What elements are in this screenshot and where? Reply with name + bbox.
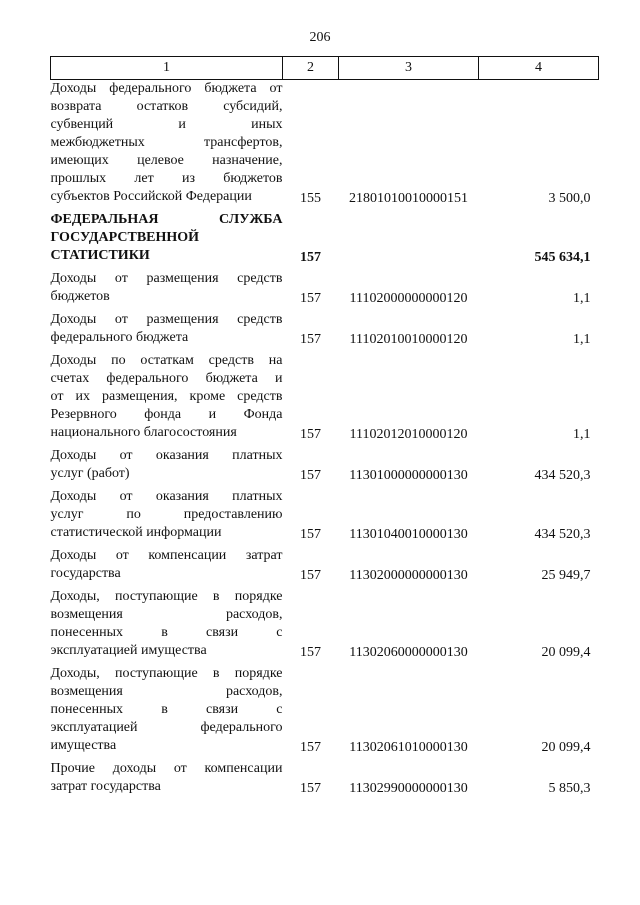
table-row — [51, 266, 599, 307]
administrator-code: 157 — [300, 468, 321, 483]
revenue-name-line: Резервного фонда и Фонда — [50, 407, 283, 422]
revenue-name-line: ГОСУДАРСТВЕННОЙ — [50, 230, 200, 245]
amount: 434 520,3 — [534, 527, 591, 542]
revenue-name — [51, 80, 283, 208]
table-row — [51, 543, 599, 584]
revenue-code: 11302000000000130 — [349, 568, 468, 583]
revenue-name-line: имеющих целевое назначение, — [50, 153, 283, 168]
revenue-name-line: Доходы, поступающие в порядке — [50, 666, 283, 681]
revenue-name — [51, 307, 283, 348]
revenue-name-line: возврата остатков субсидий, — [50, 99, 283, 114]
revenue-name-line: статистической информации — [50, 525, 222, 540]
administrator-code: 155 — [300, 191, 321, 206]
revenue-name — [51, 756, 283, 797]
table-row — [51, 443, 599, 484]
revenue-name-line: понесенных в связи с — [50, 702, 283, 717]
revenue-name-line: Прочие доходы от компенсации — [50, 761, 283, 776]
revenue-name-line: прошлых лет из бюджетов — [50, 171, 283, 186]
revenue-name — [51, 207, 283, 266]
table-row — [51, 207, 599, 266]
revenue-name-line: от их размещения, кроме средств — [50, 389, 283, 404]
column-number-2: 2 — [283, 57, 339, 80]
revenue-name-line: возмещения расходов, — [50, 684, 283, 699]
revenue-name-line: государства — [50, 566, 121, 581]
table-row — [51, 756, 599, 797]
revenue-code: 21801010010000151 — [349, 191, 468, 206]
revenue-name-line: возмещения расходов, — [50, 607, 283, 622]
revenue-code: 11302990000000130 — [349, 781, 468, 796]
revenue-name — [51, 348, 283, 443]
revenue-name-line: услуг по предоставлению — [50, 507, 283, 522]
revenue-name-line: счетах федерального бюджета и — [50, 371, 283, 386]
amount: 434 520,3 — [534, 468, 591, 483]
column-number-1: 1 — [51, 57, 283, 80]
revenue-name-line: межбюджетных трансфертов, — [50, 135, 283, 150]
administrator-code: 157 — [300, 250, 321, 265]
revenue-code: 11301040010000130 — [349, 527, 468, 542]
amount: 545 634,1 — [534, 250, 591, 265]
table-row — [51, 484, 599, 543]
table-row — [51, 584, 599, 661]
revenue-name-line: понесенных в связи с — [50, 625, 283, 640]
revenue-name-line: Доходы федерального бюджета от — [50, 81, 283, 96]
administrator-code: 157 — [300, 645, 321, 660]
amount: 3 500,0 — [548, 191, 591, 206]
revenue-name-line: национального благосостояния — [50, 425, 237, 440]
revenue-name-line: субъектов Российской Федерации — [50, 189, 252, 204]
administrator-code: 157 — [300, 568, 321, 583]
amount: 1,1 — [573, 427, 591, 442]
revenue-code: 11102000000000120 — [349, 291, 468, 306]
revenue-name-line: эксплуатацией федерального — [50, 720, 283, 735]
revenue-code: 11302061010000130 — [349, 740, 468, 755]
amount: 5 850,3 — [548, 781, 591, 796]
amount: 1,1 — [573, 332, 591, 347]
administrator-code: 157 — [300, 291, 321, 306]
revenue-name-line: имущества — [50, 738, 117, 753]
revenue-name-line: Доходы, поступающие в порядке — [50, 589, 283, 604]
administrator-code: 157 — [300, 527, 321, 542]
revenue-name-line: услуг (работ) — [50, 466, 130, 481]
revenue-name-line: Доходы от оказания платных — [50, 489, 283, 504]
table-row — [51, 307, 599, 348]
table-row — [51, 348, 599, 443]
revenue-code: 11301000000000130 — [349, 468, 468, 483]
revenue-name-line: Доходы по остаткам средств на — [50, 353, 283, 368]
revenue-name — [51, 543, 283, 584]
revenue-name-line: Доходы от размещения средств — [50, 312, 283, 327]
revenue-name-line: ФЕДЕРАЛЬНАЯ СЛУЖБА — [50, 212, 283, 227]
revenue-name — [51, 266, 283, 307]
page-number: 206 — [309, 30, 331, 45]
revenue-table — [50, 56, 599, 797]
administrator-code: 157 — [300, 740, 321, 755]
column-number-4: 4 — [479, 57, 599, 80]
amount: 25 949,7 — [541, 568, 591, 583]
revenue-name — [51, 484, 283, 543]
revenue-name-line: эксплуатацией имущества — [50, 643, 207, 658]
revenue-code: 11102012010000120 — [349, 427, 468, 442]
column-number-row — [51, 57, 599, 80]
revenue-name-line: Доходы от размещения средств — [50, 271, 283, 286]
revenue-name — [51, 584, 283, 661]
revenue-name — [51, 661, 283, 756]
revenue-code — [339, 207, 479, 266]
revenue-name-line: бюджетов — [50, 289, 110, 304]
administrator-code: 157 — [300, 332, 321, 347]
amount: 20 099,4 — [541, 740, 591, 755]
revenue-name-line: Доходы от компенсации затрат — [50, 548, 283, 563]
administrator-code: 157 — [300, 781, 321, 796]
amount: 1,1 — [573, 291, 591, 306]
revenue-name-line: федерального бюджета — [50, 330, 189, 345]
table-row — [51, 80, 599, 208]
administrator-code: 157 — [300, 427, 321, 442]
revenue-name-line: затрат государства — [50, 779, 161, 794]
revenue-name-line: субвенций и иных — [50, 117, 283, 132]
revenue-name-line: Доходы от оказания платных — [50, 448, 283, 463]
revenue-code: 11302060000000130 — [349, 645, 468, 660]
revenue-code: 11102010010000120 — [349, 332, 468, 347]
revenue-name — [51, 443, 283, 484]
table-row — [51, 661, 599, 756]
column-number-3: 3 — [339, 57, 479, 80]
amount: 20 099,4 — [541, 645, 591, 660]
revenue-name-line: СТАТИСТИКИ — [50, 248, 150, 263]
